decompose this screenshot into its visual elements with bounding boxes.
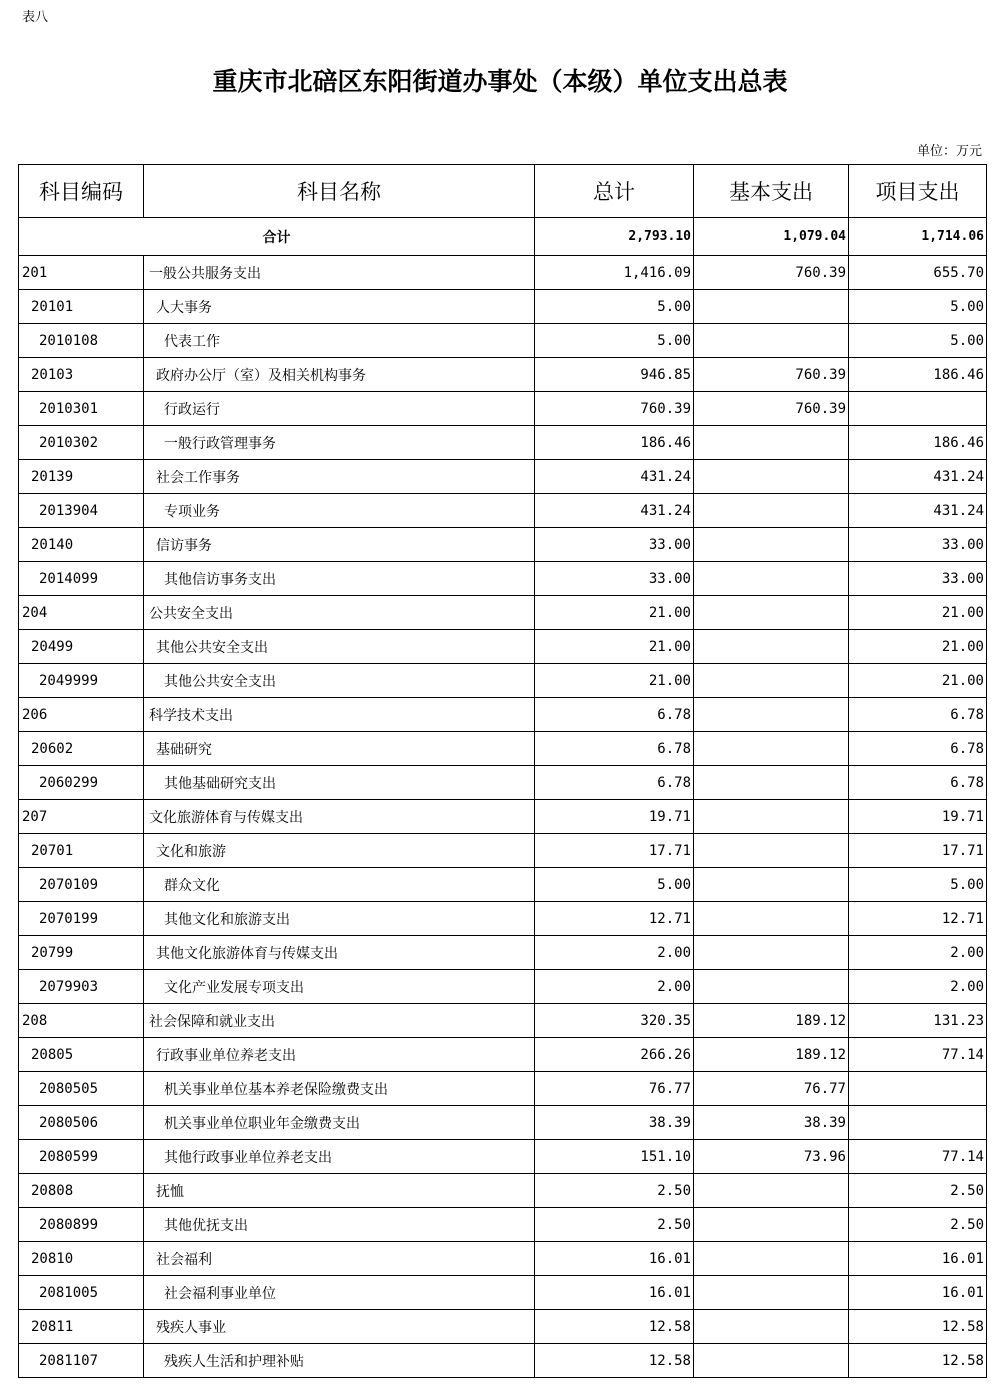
row-name: 残疾人事业 (144, 1310, 535, 1344)
row-basic (694, 766, 849, 800)
page-title: 重庆市北碚区东阳街道办事处（本级）单位支出总表 (212, 67, 788, 96)
row-basic: 760.39 (694, 392, 849, 426)
row-total: 6.78 (535, 732, 694, 766)
row-basic (694, 800, 849, 834)
row-code: 20811 (19, 1310, 144, 1344)
row-total: 431.24 (535, 494, 694, 528)
table-row (19, 970, 987, 1004)
row-name: 人大事务 (144, 290, 535, 324)
row-total: 16.01 (535, 1242, 694, 1276)
table-row (19, 358, 987, 392)
row-code: 207 (19, 800, 144, 834)
row-name: 机关事业单位基本养老保险缴费支出 (144, 1072, 535, 1106)
table-row (19, 324, 987, 358)
row-project: 17.71 (849, 834, 987, 868)
row-project: 12.71 (849, 902, 987, 936)
row-project: 655.70 (849, 256, 987, 290)
row-total: 186.46 (535, 426, 694, 460)
row-name: 其他信访事务支出 (144, 562, 535, 596)
row-name: 其他文化旅游体育与传媒支出 (144, 936, 535, 970)
row-total: 17.71 (535, 834, 694, 868)
row-code: 2080899 (19, 1208, 144, 1242)
total-sum: 2,793.10 (535, 218, 694, 256)
row-code: 20701 (19, 834, 144, 868)
row-project: 33.00 (849, 528, 987, 562)
column-header-code: 科目编码 (19, 165, 144, 218)
row-code: 2080505 (19, 1072, 144, 1106)
row-basic: 76.77 (694, 1072, 849, 1106)
row-name: 公共安全支出 (144, 596, 535, 630)
row-code: 20103 (19, 358, 144, 392)
row-project: 186.46 (849, 426, 987, 460)
table-row (19, 494, 987, 528)
table-row (19, 1310, 987, 1344)
row-name: 社会保障和就业支出 (144, 1004, 535, 1038)
row-code: 206 (19, 698, 144, 732)
row-basic (694, 970, 849, 1004)
row-total: 19.71 (535, 800, 694, 834)
row-name: 残疾人生活和护理补贴 (144, 1344, 535, 1378)
row-total: 760.39 (535, 392, 694, 426)
row-project: 431.24 (849, 494, 987, 528)
table-row (19, 392, 987, 426)
table-row (19, 1140, 987, 1174)
row-project (849, 392, 987, 426)
row-basic (694, 596, 849, 630)
row-code: 2010301 (19, 392, 144, 426)
row-basic (694, 1344, 849, 1378)
row-basic (694, 290, 849, 324)
row-basic: 73.96 (694, 1140, 849, 1174)
row-name: 其他基础研究支出 (144, 766, 535, 800)
row-name: 一般公共服务支出 (144, 256, 535, 290)
row-code: 20101 (19, 290, 144, 324)
row-project: 6.78 (849, 766, 987, 800)
row-total: 2.00 (535, 970, 694, 1004)
row-total: 21.00 (535, 664, 694, 698)
total-row (19, 218, 987, 256)
row-total: 946.85 (535, 358, 694, 392)
table-row (19, 1072, 987, 1106)
row-name: 其他行政事业单位养老支出 (144, 1140, 535, 1174)
table-row (19, 1276, 987, 1310)
table-row (19, 528, 987, 562)
row-code: 20810 (19, 1242, 144, 1276)
row-total: 2.50 (535, 1174, 694, 1208)
row-project: 19.71 (849, 800, 987, 834)
row-basic (694, 732, 849, 766)
row-name: 机关事业单位职业年金缴费支出 (144, 1106, 535, 1140)
row-project: 5.00 (849, 324, 987, 358)
row-code: 2014099 (19, 562, 144, 596)
table-row (19, 698, 987, 732)
row-basic (694, 902, 849, 936)
row-project: 33.00 (849, 562, 987, 596)
column-header-basic: 基本支出 (694, 165, 849, 218)
row-basic (694, 698, 849, 732)
row-code: 20602 (19, 732, 144, 766)
table-row (19, 1174, 987, 1208)
total-label: 合计 (19, 218, 535, 256)
row-project: 21.00 (849, 630, 987, 664)
row-basic (694, 426, 849, 460)
row-code: 20139 (19, 460, 144, 494)
row-basic (694, 834, 849, 868)
row-code: 2080506 (19, 1106, 144, 1140)
row-name: 其他公共安全支出 (144, 664, 535, 698)
row-code: 2081107 (19, 1344, 144, 1378)
row-code: 2010108 (19, 324, 144, 358)
row-basic: 189.12 (694, 1004, 849, 1038)
row-project: 5.00 (849, 868, 987, 902)
row-code: 20799 (19, 936, 144, 970)
row-basic (694, 460, 849, 494)
table-row (19, 290, 987, 324)
row-name: 文化产业发展专项支出 (144, 970, 535, 1004)
row-total: 21.00 (535, 630, 694, 664)
table-row (19, 1242, 987, 1276)
row-total: 38.39 (535, 1106, 694, 1140)
row-project (849, 1106, 987, 1140)
row-name: 行政事业单位养老支出 (144, 1038, 535, 1072)
row-name: 基础研究 (144, 732, 535, 766)
row-code: 2070109 (19, 868, 144, 902)
row-name: 群众文化 (144, 868, 535, 902)
row-name: 信访事务 (144, 528, 535, 562)
row-total: 2.50 (535, 1208, 694, 1242)
row-code: 20805 (19, 1038, 144, 1072)
row-basic (694, 528, 849, 562)
table-row (19, 664, 987, 698)
row-basic (694, 562, 849, 596)
row-total: 16.01 (535, 1276, 694, 1310)
table-row (19, 1004, 987, 1038)
row-code: 2081005 (19, 1276, 144, 1310)
row-basic: 189.12 (694, 1038, 849, 1072)
table-label: 表八 (22, 10, 49, 25)
row-total: 2.00 (535, 936, 694, 970)
column-header-name: 科目名称 (144, 165, 535, 218)
row-project: 77.14 (849, 1038, 987, 1072)
row-name: 代表工作 (144, 324, 535, 358)
table-row (19, 936, 987, 970)
row-code: 20140 (19, 528, 144, 562)
row-basic (694, 494, 849, 528)
row-name: 其他公共安全支出 (144, 630, 535, 664)
row-name: 社会福利 (144, 1242, 535, 1276)
row-basic (694, 1242, 849, 1276)
row-basic (694, 664, 849, 698)
total-project: 1,714.06 (849, 218, 987, 256)
table-row (19, 834, 987, 868)
row-name: 科学技术支出 (144, 698, 535, 732)
row-total: 33.00 (535, 562, 694, 596)
row-project: 2.50 (849, 1174, 987, 1208)
header-row (19, 165, 987, 218)
row-basic: 760.39 (694, 256, 849, 290)
row-code: 2070199 (19, 902, 144, 936)
row-basic (694, 1310, 849, 1344)
row-project: 16.01 (849, 1242, 987, 1276)
row-code: 20499 (19, 630, 144, 664)
row-code: 201 (19, 256, 144, 290)
unit-label: 单位：万元 (916, 144, 982, 159)
row-code: 208 (19, 1004, 144, 1038)
table-row (19, 800, 987, 834)
row-project: 431.24 (849, 460, 987, 494)
row-total: 12.58 (535, 1310, 694, 1344)
row-name: 文化和旅游 (144, 834, 535, 868)
row-name: 政府办公厅（室）及相关机构事务 (144, 358, 535, 392)
row-basic (694, 868, 849, 902)
row-project: 12.58 (849, 1344, 987, 1378)
row-total: 12.71 (535, 902, 694, 936)
row-project: 2.50 (849, 1208, 987, 1242)
row-code: 2080599 (19, 1140, 144, 1174)
table-row (19, 1038, 987, 1072)
expenditure-table (18, 164, 987, 1378)
table-row (19, 1106, 987, 1140)
row-total: 6.78 (535, 766, 694, 800)
row-name: 一般行政管理事务 (144, 426, 535, 460)
row-name: 其他优抚支出 (144, 1208, 535, 1242)
row-project: 21.00 (849, 596, 987, 630)
table-row (19, 868, 987, 902)
row-total: 320.35 (535, 1004, 694, 1038)
row-project: 21.00 (849, 664, 987, 698)
column-header-total: 总计 (535, 165, 694, 218)
row-total: 1,416.09 (535, 256, 694, 290)
row-total: 33.00 (535, 528, 694, 562)
table-row (19, 902, 987, 936)
row-code: 2079903 (19, 970, 144, 1004)
row-name: 专项业务 (144, 494, 535, 528)
row-project: 6.78 (849, 732, 987, 766)
row-total: 21.00 (535, 596, 694, 630)
table-row (19, 256, 987, 290)
table-row (19, 426, 987, 460)
row-basic (694, 1208, 849, 1242)
row-code: 2013904 (19, 494, 144, 528)
row-project: 77.14 (849, 1140, 987, 1174)
row-project: 12.58 (849, 1310, 987, 1344)
table-row (19, 732, 987, 766)
row-name: 社会工作事务 (144, 460, 535, 494)
table-row (19, 1208, 987, 1242)
row-basic (694, 324, 849, 358)
table-row (19, 766, 987, 800)
total-basic: 1,079.04 (694, 218, 849, 256)
row-total: 76.77 (535, 1072, 694, 1106)
row-project: 186.46 (849, 358, 987, 392)
row-project: 6.78 (849, 698, 987, 732)
row-code: 20808 (19, 1174, 144, 1208)
table-row (19, 630, 987, 664)
row-total: 5.00 (535, 324, 694, 358)
row-code: 2010302 (19, 426, 144, 460)
row-total: 5.00 (535, 868, 694, 902)
row-total: 6.78 (535, 698, 694, 732)
column-header-project: 项目支出 (849, 165, 987, 218)
row-project: 131.23 (849, 1004, 987, 1038)
table-row (19, 562, 987, 596)
row-name: 其他文化和旅游支出 (144, 902, 535, 936)
row-total: 266.26 (535, 1038, 694, 1072)
row-name: 文化旅游体育与传媒支出 (144, 800, 535, 834)
row-name: 抚恤 (144, 1174, 535, 1208)
row-project: 2.00 (849, 936, 987, 970)
row-name: 行政运行 (144, 392, 535, 426)
row-project: 2.00 (849, 970, 987, 1004)
table-row (19, 460, 987, 494)
row-total: 431.24 (535, 460, 694, 494)
row-basic (694, 936, 849, 970)
row-basic: 38.39 (694, 1106, 849, 1140)
table-row (19, 596, 987, 630)
row-basic (694, 630, 849, 664)
row-code: 2060299 (19, 766, 144, 800)
table-row (19, 1344, 987, 1378)
row-name: 社会福利事业单位 (144, 1276, 535, 1310)
row-basic: 760.39 (694, 358, 849, 392)
row-total: 151.10 (535, 1140, 694, 1174)
row-basic (694, 1174, 849, 1208)
row-total: 12.58 (535, 1344, 694, 1378)
row-project: 5.00 (849, 290, 987, 324)
row-project: 16.01 (849, 1276, 987, 1310)
row-code: 2049999 (19, 664, 144, 698)
row-basic (694, 1276, 849, 1310)
row-code: 204 (19, 596, 144, 630)
row-project (849, 1072, 987, 1106)
row-total: 5.00 (535, 290, 694, 324)
